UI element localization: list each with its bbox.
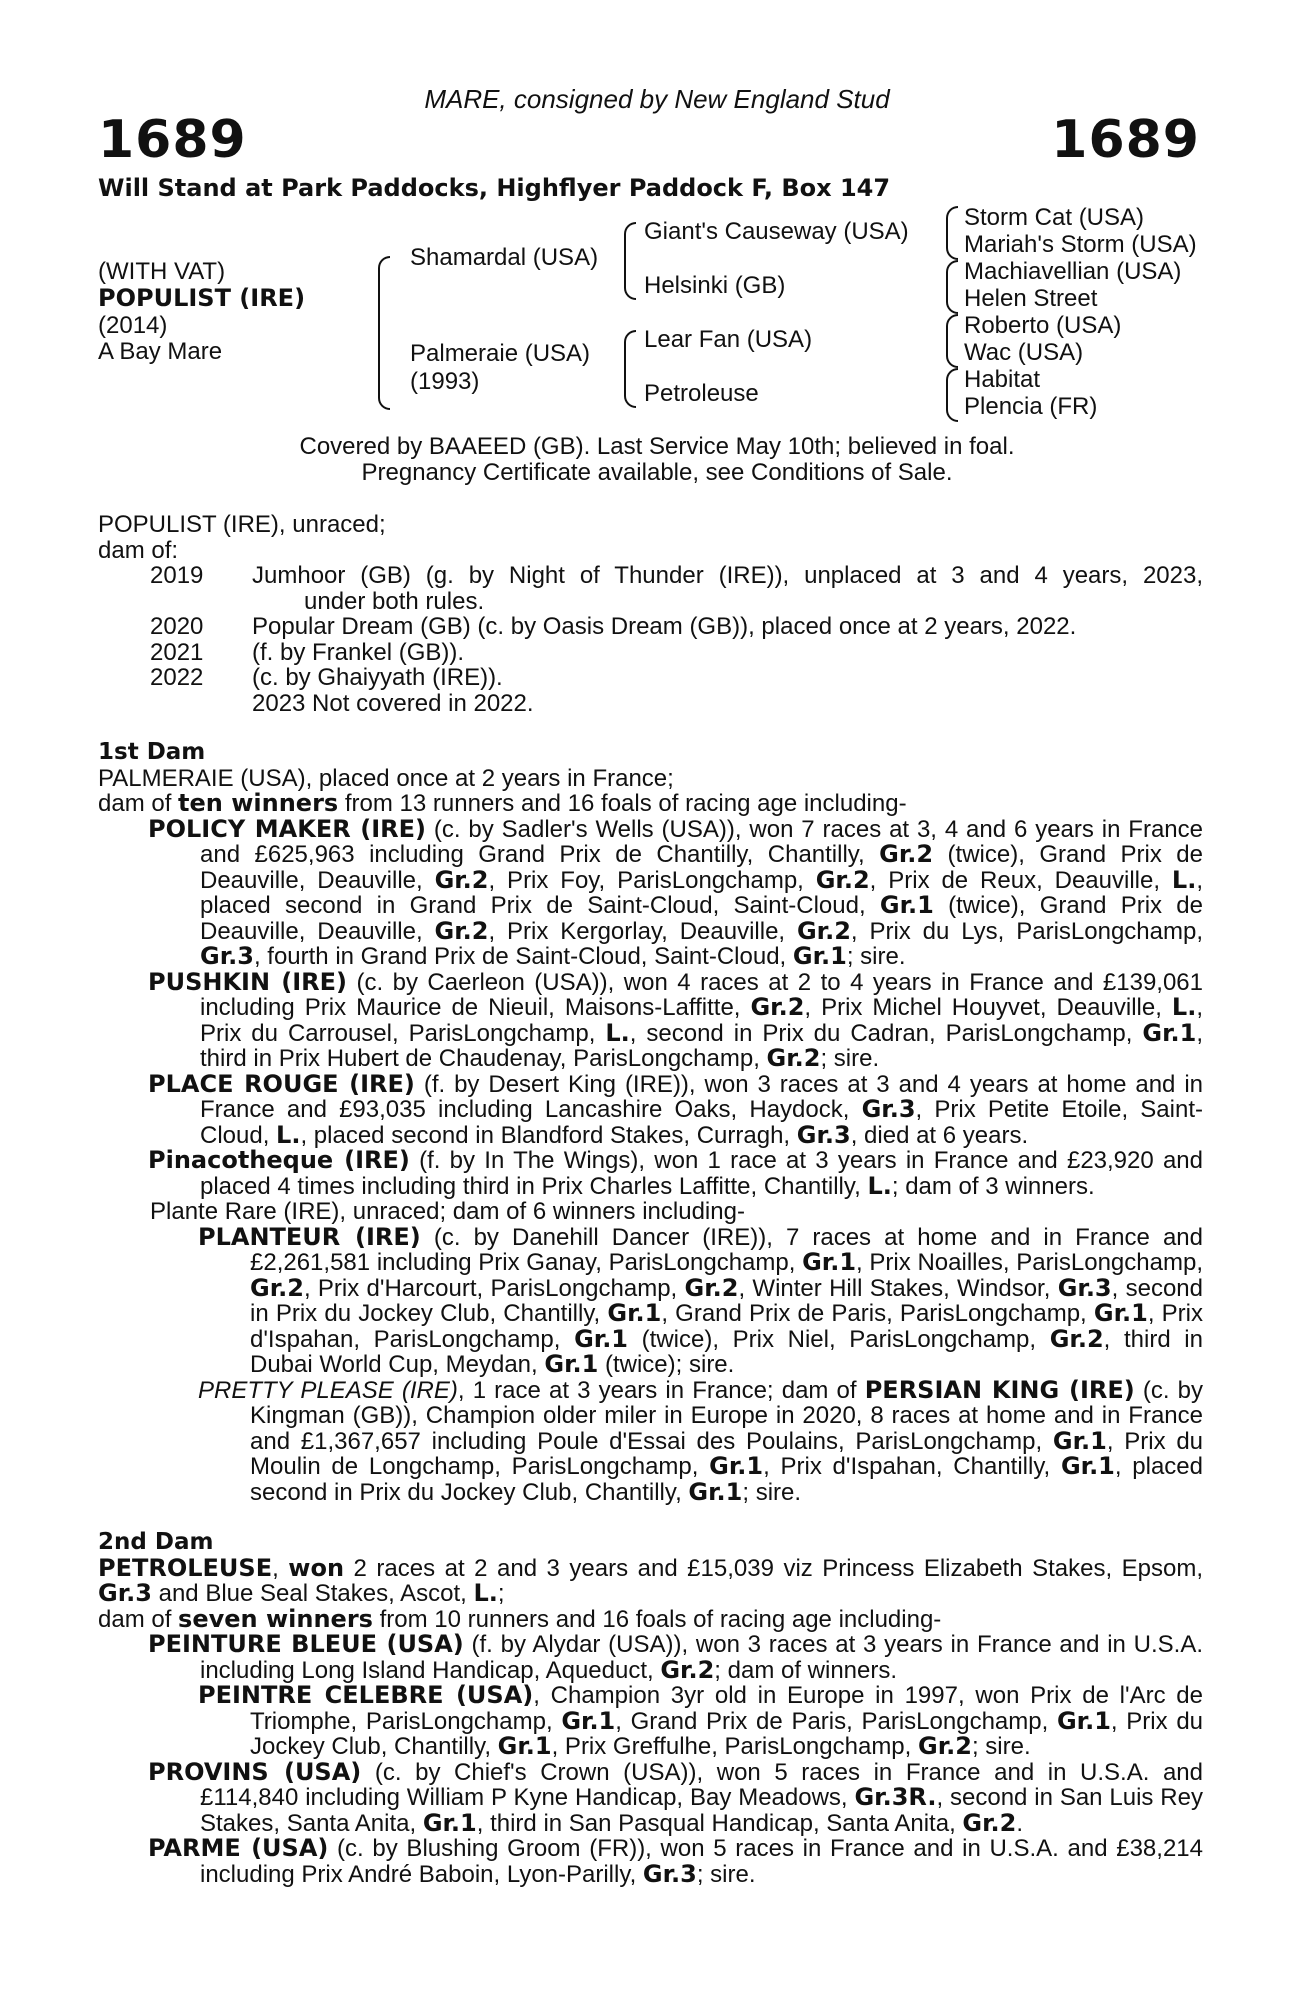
progeny-planteur: PLANTEUR (IRE) (c. by Danehill Dancer (IRE)), 7 races at home and in France and £2,261,581 including Prix Ganay, ParisLongchamp, Gr.1, Prix Noailles, ParisLongchamp, Gr.2, Prix d'Harcourt, ParisLongchamp, Gr.2, Winter Hill Stakes, Windsor, Gr.3, second in Prix du Jockey Club, Chantilly, Gr.1, Grand Prix de Paris, ParisLongchamp, Gr.1, Prix d'Ispahan, ParisLongchamp, Gr.1 (twice), Prix Niel, ParisLongchamp, Gr.2, third in Dubai World Cup, Meydan, Gr.1 (twice); sire.: [198, 1222, 1203, 1378]
progeny-pinacotheque: Pinacotheque (IRE) (f. by In The Wings), won 1 race at 3 years in France and £23,920 and placed 4 times including third in Prix Charles Laffitte, Chantilly, L.; dam of 3 winners.: [148, 1146, 1204, 1200]
second-dam-section: [98, 1530, 1203, 1887]
dam-dam: Petroleuse: [644, 380, 759, 407]
progeny-pretty-please: PRETTY PLEASE (IRE), 1 race at 3 years in France; dam of PERSIAN KING (IRE) (c. by Kingman (GB)), Champion older miler in Europe in 2020, 8 races at home and in France and £1,367,657 including Poule d'Essai des Poulains, ParisLongchamp, Gr.1, Prix du Moulin de Longchamp, ParisLongchamp, Gr.1, Prix d'Ispahan, Chantilly, Gr.1, placed second in Prix du Jockey Club, Chantilly, Gr.1; sire.: [198, 1375, 1204, 1506]
sire-dam: Helsinki (GB): [644, 272, 786, 299]
foal-row: [98, 640, 1203, 666]
produce-dam-of: dam of:: [98, 536, 179, 564]
progeny-peintre-celebre: PEINTRE CELEBRE (USA), Champion 3yr old in Europe in 1997, won Prix de l'Arc de Triomphe, ParisLongchamp, Gr.1, Grand Prix de Paris, ParisLongchamp, Gr.1, Prix du Jockey Club, Chantilly, Gr.1, Prix Greffulhe, ParisLongchamp, Gr.2; sire.: [198, 1681, 1204, 1760]
produce-record: [98, 512, 1203, 716]
dss-name: Roberto (USA): [964, 312, 1122, 339]
vat-note: (WITH VAT): [98, 258, 226, 285]
progeny-parme: PARME (USA) (c. by Blushing Groom (FR)), won 5 races in France and in U.S.A. and £38,214 including Prix André Baboin, Lyon-Parilly, Gr.3; sire.: [148, 1834, 1203, 1888]
foal-row: [98, 614, 1203, 640]
foal-row: [98, 563, 1203, 589]
second-dam-heading: 2nd Dam: [98, 1529, 214, 1555]
foal-note-row: [98, 691, 1203, 717]
ssd-name: Mariah's Storm (USA): [964, 231, 1197, 258]
sire-sire: Giant's Causeway (USA): [644, 218, 909, 245]
brace-ss: [946, 206, 958, 260]
foal-row-cont: [98, 589, 1203, 615]
brace-dam: [624, 330, 636, 408]
foal-text: Jumhoor (GB) (g. by Night of Thunder (IRE)), unplaced at 3 and 4 years, 2023,: [252, 562, 1203, 589]
foal-row: [98, 665, 1203, 691]
foal-year: 2019: [150, 562, 204, 589]
dsd-name: Wac (USA): [964, 339, 1084, 366]
covered-line-2: Pregnancy Certificate available, see Conditions of Sale.: [361, 459, 953, 486]
dds-name: Habitat: [964, 366, 1041, 393]
lot-number-left: 1689: [98, 110, 247, 170]
progeny-place-rouge: PLACE ROUGE (IRE) (f. by Desert King (IRE)), won 3 races at 3 and 4 years at home and in France and £93,035 including Lancashire Oaks, Haydock, Gr.3, Prix Petite Etoile, Saint-Cloud, L., placed second in Blandford Stakes, Curragh, Gr.3, died at 6 years.: [148, 1069, 1203, 1149]
progeny-pushkin: PUSHKIN (IRE) (c. by Caerleon (USA)), won 4 races at 2 to 4 years in France and £139,061 including Prix Maurice de Nieuil, Maisons-Laffitte, Gr.2, Prix Michel Houyvet, Deauville, L., Prix du Carrousel, ParisLongchamp, L., second in Prix du Cadran, ParisLongchamp, Gr.1, third in Prix Hubert de Chaudenay, ParisLongchamp, Gr.2; sire.: [148, 967, 1204, 1072]
horse-year: (2014): [98, 312, 168, 339]
foal-text-cont: under both rules.: [304, 587, 485, 615]
brace-sire: [624, 222, 636, 300]
first-dam-section: [98, 740, 1203, 1505]
progeny-provins: PROVINS (USA) (c. by Chief's Crown (USA)), won 5 races in France and in U.S.A. and £114,840 including William P Kyne Handicap, Bay Meadows, Gr.3R., second in San Luis Rey Stakes, Santa Anita, Gr.1, third in San Pasqual Handicap, Santa Anita, Gr.2.: [148, 1757, 1203, 1837]
covered-line-1: Covered by BAAEED (GB). Last Service May 10th; believed in foal.: [299, 433, 1015, 460]
produce-intro: POPULIST (IRE), unraced;: [98, 511, 386, 538]
brace-dd: [946, 368, 958, 422]
first-dam-heading: 1st Dam: [98, 739, 206, 765]
foal-text: (c. by Ghaiyyath (IRE)).: [252, 664, 503, 691]
horse-name: POPULIST (IRE): [98, 284, 306, 312]
ddd-name: Plencia (FR): [964, 393, 1098, 420]
foal-year: 2020: [150, 613, 204, 640]
stand-info: Will Stand at Park Paddocks, Highflyer Paddock F, Box 147: [98, 174, 891, 202]
consignment-line: MARE, consigned by New England Stud: [424, 84, 890, 114]
foal-text: (f. by Frankel (GB)).: [252, 638, 465, 666]
first-dam-dam-of: dam of ten winners from 13 runners and 16 foals of racing age including-: [98, 789, 907, 817]
brace-ds: [946, 314, 958, 368]
sire-name: Shamardal (USA): [410, 244, 599, 271]
foal-note: 2023 Not covered in 2022.: [252, 689, 534, 717]
progeny-plante-rare: Plante Rare (IRE), unraced; dam of 6 winners including-: [150, 1198, 745, 1225]
progeny-policy-maker: POLICY MAKER (IRE) (c. by Sadler's Wells (USA)), won 7 races at 3, 4 and 6 years in France and £625,963 including Grand Prix de Chantilly, Chantilly, Gr.2 (twice), Grand Prix de Deauville, Deauville, Gr.2, Prix Foy, ParisLongchamp, Gr.2, Prix de Reux, Deauville, L., placed second in Grand Prix de Saint-Cloud, Saint-Cloud, Gr.1 (twice), Grand Prix de Deauville, Deauville, Gr.2, Prix Kergorlay, Deauville, Gr.2, Prix du Lys, ParisLongchamp, Gr.3, fourth in Grand Prix de Saint-Cloud, Saint-Cloud, Gr.1; sire.: [148, 814, 1204, 970]
foal-year: 2021: [150, 638, 204, 666]
dam-name: Palmeraie (USA): [410, 340, 591, 367]
brace-sd: [946, 260, 958, 314]
progeny-peinture-bleue: PEINTURE BLEUE (USA) (f. by Alydar (USA)), won 3 races at 3 years in France and in U.S.A. including Long Island Handicap, Aqueduct, Gr.2; dam of winners.: [148, 1630, 1204, 1684]
sss-name: Storm Cat (USA): [964, 204, 1145, 231]
covered-note: [0, 434, 1314, 486]
dam-year: (1993): [410, 368, 480, 395]
sdd-name: Helen Street: [964, 285, 1098, 312]
second-dam-dam-of: dam of seven winners from 10 runners and 16 foals of racing age including-: [98, 1604, 942, 1633]
second-dam-line: PETROLEUSE, won 2 races at 2 and 3 years and £15,039 viz Princess Elizabeth Stakes, Epsom, Gr.3 and Blue Seal Stakes, Ascot, L.;: [98, 1553, 1203, 1607]
foal-year: 2022: [150, 664, 204, 691]
dam-sire: Lear Fan (USA): [644, 326, 813, 353]
brace-main: [378, 256, 390, 410]
horse-description: A Bay Mare: [98, 338, 223, 365]
first-dam-line: PALMERAIE (USA), placed once at 2 years in France;: [98, 764, 674, 792]
sds-name: Machiavellian (USA): [964, 258, 1182, 285]
lot-number-right: 1689: [1051, 110, 1200, 170]
foal-text: Popular Dream (GB) (c. by Oasis Dream (GB)), placed once at 2 years, 2022.: [252, 613, 1077, 640]
